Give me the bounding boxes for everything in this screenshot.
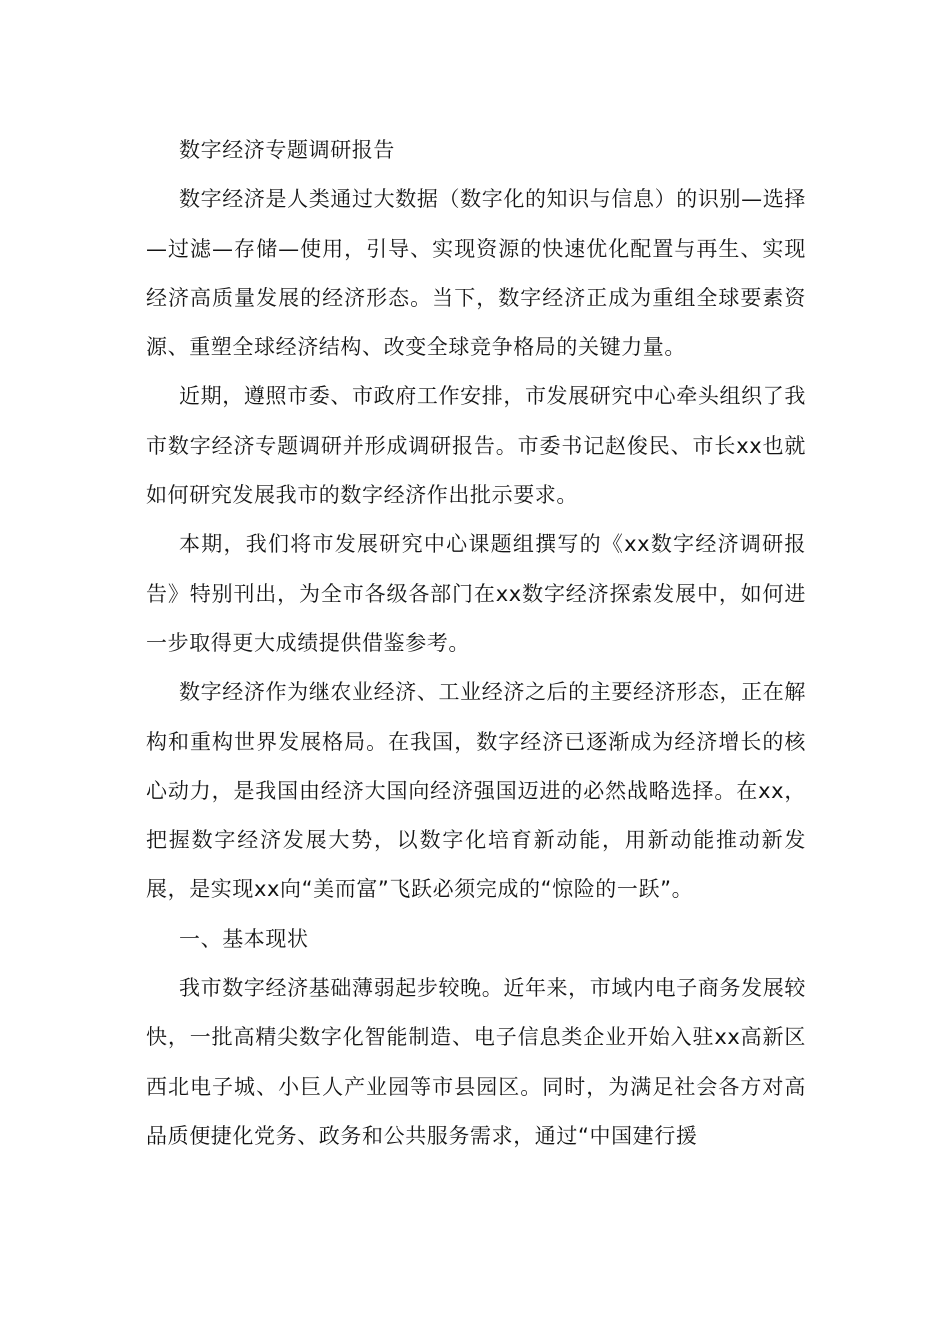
paragraph-significance: 数字经济作为继农业经济、工业经济之后的主要经济形态，正在解构和重构世界发展格局。在我国，数字经济已逐渐成为经济增长的核心动力，是我国由经济大国向经济强国迈进的必然战略选择。在xx，把握数字经济发展大势，以数字化培育新动能，用新动能推动新发展，是实现xx向“美而富”飞跃必须完成的“惊险的一跃”。	[146, 680, 806, 902]
paragraph-background: 近期，遵照市委、市政府工作安排，市发展研究中心牵头组织了我市数字经济专题调研并形成调研报告。市委书记赵俊民、市长xx也就如何研究发展我市的数字经济作出批示要求。	[146, 384, 806, 508]
paragraph-publication-note: 本期，我们将市发展研究中心课题组撰写的《xx数字经济调研报告》特别刊出，为全市各级各部门在xx数字经济探索发展中，如何进一步取得更大成绩提供借鉴参考。	[146, 532, 806, 655]
paragraph-basic-status: 我市数字经济基础薄弱起步较晚。近年来，市域内电子商务发展较快，一批高精尖数字化智能制造、电子信息类企业开始入驻xx高新区西北电子城、小巨人产业园等市县园区。同时，为满足社会各方对高品质便捷化党务、政务和公共服务需求，通过“中国建行援	[146, 976, 806, 1148]
document-body	[146, 126, 806, 1161]
section-heading-basic-status: 一、基本现状	[179, 926, 309, 951]
document-title: 数字经济专题调研报告	[179, 138, 395, 162]
paragraph-intro: 数字经济是人类通过大数据（数字化的知识与信息）的识别—选择—过滤—存储—使用，引导、实现资源的快速优化配置与再生、实现经济高质量发展的经济形态。当下，数字经济正成为重组全球要素资源、重塑全球经济结构、改变全球竞争格局的关键力量。	[146, 187, 806, 360]
